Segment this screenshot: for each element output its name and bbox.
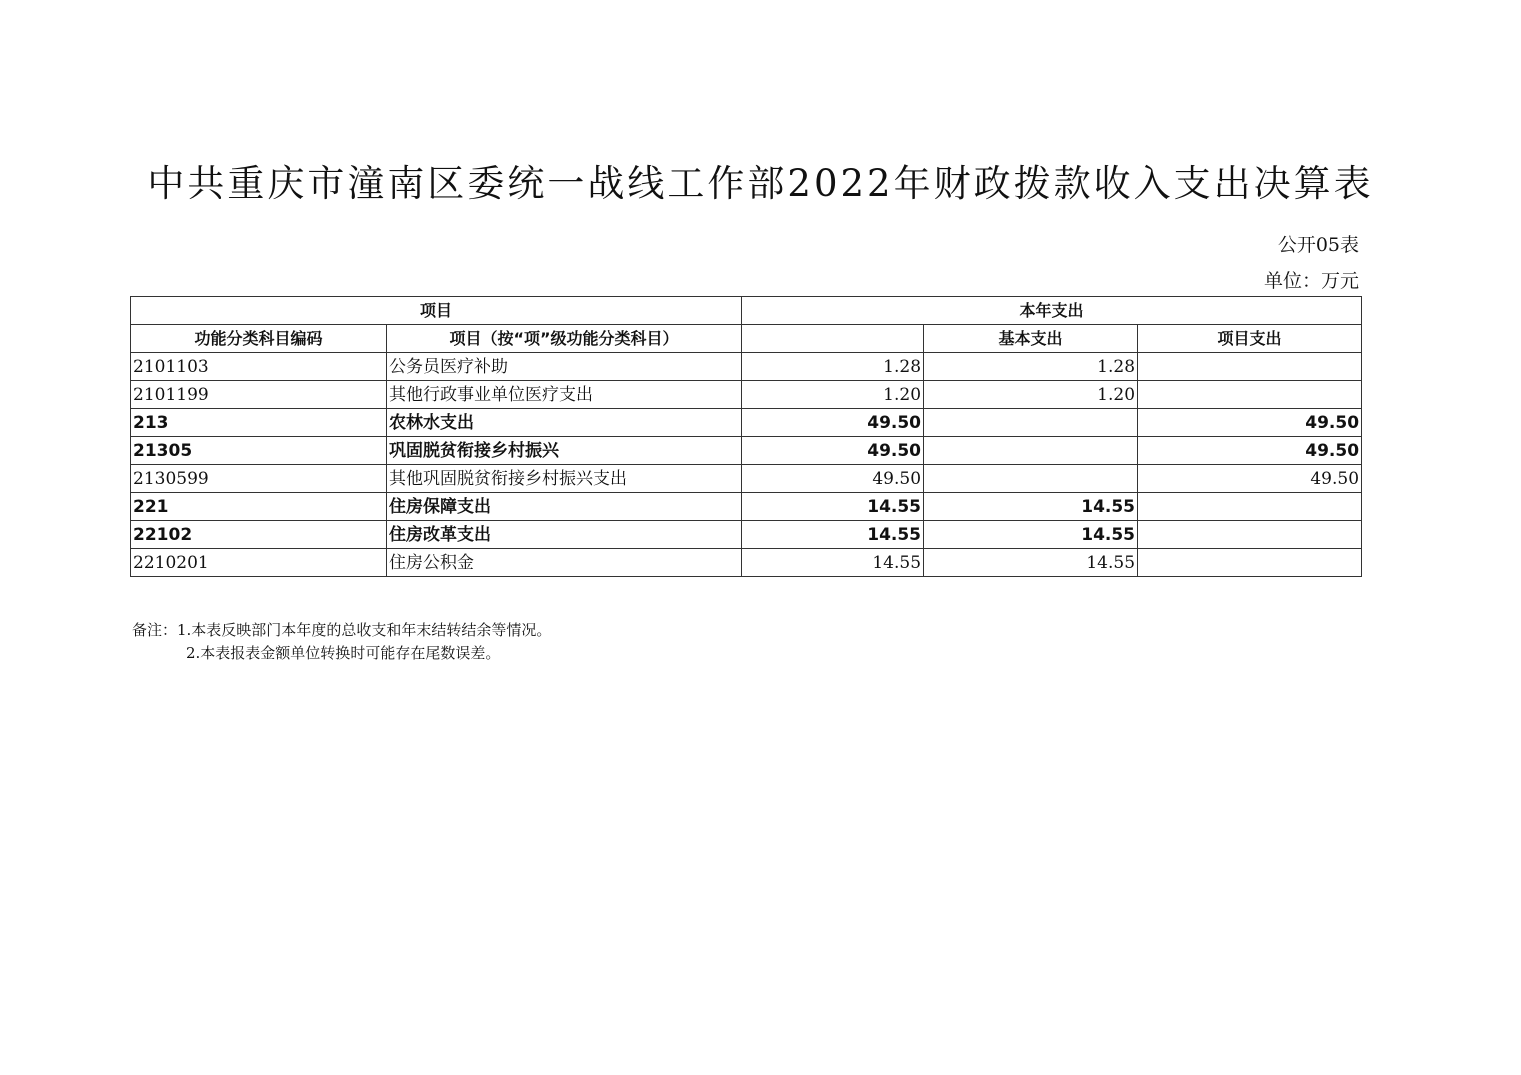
row-total: 1.28 <box>742 353 924 381</box>
row-project: 49.50 <box>1138 409 1362 437</box>
row-total: 49.50 <box>742 409 924 437</box>
row-basic: 1.20 <box>924 381 1138 409</box>
row-total: 49.50 <box>742 437 924 465</box>
row-name: 农林水支出 <box>387 409 742 437</box>
expenditure-table <box>130 296 1362 577</box>
row-project <box>1138 493 1362 521</box>
header-basic: 基本支出 <box>924 325 1138 353</box>
row-name: 巩固脱贫衔接乡村振兴 <box>387 437 742 465</box>
row-code: 2101103 <box>131 353 387 381</box>
row-basic: 14.55 <box>924 493 1138 521</box>
header-this-year: 本年支出 <box>742 297 1362 325</box>
row-code: 22102 <box>131 521 387 549</box>
table-row <box>131 549 1362 577</box>
row-project <box>1138 381 1362 409</box>
row-total: 14.55 <box>742 493 924 521</box>
unit-label: 单位：万元 <box>1263 270 1359 292</box>
row-name: 住房改革支出 <box>387 521 742 549</box>
table-row <box>131 409 1362 437</box>
row-total: 1.20 <box>742 381 924 409</box>
row-basic <box>924 465 1138 493</box>
row-basic <box>924 409 1138 437</box>
row-basic: 1.28 <box>924 353 1138 381</box>
header-total <box>742 325 924 353</box>
row-project <box>1138 549 1362 577</box>
row-total: 14.55 <box>742 549 924 577</box>
header-item: 项目 <box>131 297 742 325</box>
row-basic <box>924 437 1138 465</box>
row-project <box>1138 521 1362 549</box>
row-name: 其他行政事业单位医疗支出 <box>387 381 742 409</box>
row-code: 2210201 <box>131 549 387 577</box>
row-project <box>1138 353 1362 381</box>
row-code: 21305 <box>131 437 387 465</box>
notes <box>132 619 551 665</box>
row-name: 住房公积金 <box>387 549 742 577</box>
row-basic: 14.55 <box>924 549 1138 577</box>
header-project: 项目支出 <box>1138 325 1362 353</box>
row-basic: 14.55 <box>924 521 1138 549</box>
note-line-2: 2.本表报表金额单位转换时可能存在尾数误差。 <box>186 644 501 662</box>
row-name: 公务员医疗补助 <box>387 353 742 381</box>
table-row <box>131 521 1362 549</box>
row-code: 2130599 <box>131 465 387 493</box>
table-row <box>131 465 1362 493</box>
row-total: 14.55 <box>742 521 924 549</box>
table-row <box>131 381 1362 409</box>
row-code: 221 <box>131 493 387 521</box>
row-total: 49.50 <box>742 465 924 493</box>
document-title: 中共重庆市潼南区委统一战线工作部2022年财政拨款收入支出决算表 <box>147 162 1374 205</box>
row-code: 213 <box>131 409 387 437</box>
row-project: 49.50 <box>1138 465 1362 493</box>
form-number: 公开05表 <box>1277 234 1359 256</box>
table-row <box>131 493 1362 521</box>
table-row <box>131 437 1362 465</box>
header-code: 功能分类科目编码 <box>131 325 387 353</box>
header-name: 项目（按“项”级功能分类科目） <box>387 325 742 353</box>
table-row <box>131 353 1362 381</box>
row-code: 2101199 <box>131 381 387 409</box>
note-line-1: 备注：1.本表反映部门本年度的总收支和年末结转结余等情况。 <box>132 621 552 639</box>
row-name: 住房保障支出 <box>387 493 742 521</box>
row-project: 49.50 <box>1138 437 1362 465</box>
row-name: 其他巩固脱贫衔接乡村振兴支出 <box>387 465 742 493</box>
